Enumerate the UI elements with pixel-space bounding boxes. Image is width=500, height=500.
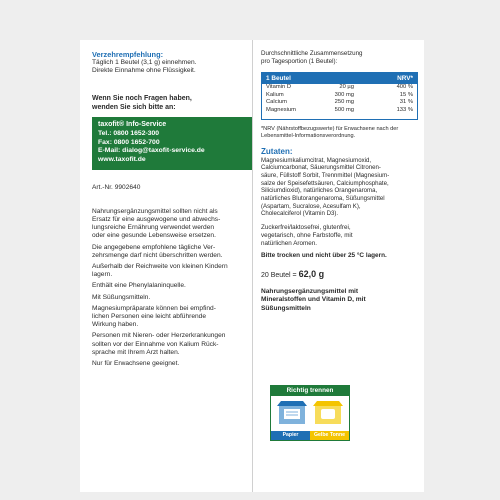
storage-note: Bitte trocken und nicht über 25 °C lagern. bbox=[261, 251, 387, 259]
dosage-text: Täglich 1 Beutel (3,1 g) einnehmen. Direkte Einnahme ohne Flüssigkeit. bbox=[92, 59, 197, 75]
note-3: Außerhalb der Reichweite von kleinen Kindern lagern. bbox=[92, 262, 228, 279]
product-description: Nahrungsergänzungsmittel mit Mineralstoffen und Vitamin D, mit Süßungsmitteln bbox=[261, 288, 366, 312]
free-from-text: Zuckerfrei/laktosefrei, glutenfrei, vegetarisch, ohne Farbstoffe, mit natürlichen Aromen. bbox=[261, 224, 353, 247]
table-row: Vitamin D 20 µg 400 % bbox=[266, 84, 413, 91]
dosage-title: Verzehrempfehlung: bbox=[92, 50, 164, 59]
contact-question: Wenn Sie noch Fragen haben, wenden Sie sich bitte an: bbox=[92, 95, 192, 111]
ingredients-list: Magnesiumkaliumcitrat, Magnesiumoxid, Calciumcarbonat, Säuerungsmittel Citronen- säure, Füllstoff Sorbit, Trennmittel (Magnesium- salze der Speisefettsäuren, Calciumphosphate, Siliciumdioxid), natürliches Orangenaroma, natürliches Blutorangenaroma, Süßungsmittel (Aspartam, Sucralose, Acesulfam K), Cholecalciferol (Vitamin D3). bbox=[261, 156, 390, 218]
service-email: E-Mail: dialog@taxofit-service.de bbox=[98, 147, 205, 155]
warnings bbox=[92, 208, 244, 368]
table-row: Kalium 300 mg 15 % bbox=[266, 91, 413, 98]
composition-intro: Durchschnittliche Zusammensetzung pro Tagesportion (1 Beutel): bbox=[261, 50, 363, 65]
nrv-footnote: *NRV (Nährstoffbezugswerte) für Erwachsene nach der Lebensmittel-Informationsverordnung. bbox=[261, 125, 399, 139]
left-panel bbox=[80, 40, 252, 492]
info-service-box bbox=[92, 117, 252, 170]
note-7: Personen mit Nieren- oder Herzerkrankungen sollten vor der Einnahme von Kalium Rück- sprache mit Ihrem Arzt halten. bbox=[92, 332, 226, 356]
service-tel: Tel.: 0800 1652-300 bbox=[98, 130, 160, 138]
note-1: Nahrungsergänzungsmittel sollten nicht als Ersatz für eine ausgewogene und abwechs- lungsreiche Ernährung verwendet werden oder eine gesunde Lebensweise ersetzen. bbox=[92, 207, 221, 240]
note-5: Mit Süßungsmitteln. bbox=[92, 293, 151, 301]
service-web: www.taxofit.de bbox=[98, 155, 146, 163]
nutrition-table-header: 1 Beutel NRV* bbox=[262, 73, 417, 85]
info-service-title: taxofit® Info-Service bbox=[98, 120, 167, 128]
article-number: Art.-Nr. 9902640 bbox=[92, 183, 141, 191]
service-fax: Fax: 0800 1652-700 bbox=[98, 138, 160, 146]
net-weight-value: 62,0 g bbox=[298, 269, 325, 280]
table-row: Calcium 250 mg 31 % bbox=[266, 99, 413, 106]
net-weight: 20 Beutel = 62,0 g bbox=[261, 269, 325, 280]
recycling-title: Richtig trennen bbox=[271, 386, 349, 396]
recycling-box bbox=[270, 385, 350, 441]
note-2: Die angegebene empfohlene tägliche Ver- zehrsmenge darf nicht überschritten werden. bbox=[92, 243, 223, 259]
recycling-yellow-label: Gelbe Tonne bbox=[310, 431, 349, 440]
nutrition-table bbox=[261, 72, 418, 120]
recycling-paper-label: Papier bbox=[271, 431, 310, 440]
note-4: Enthält eine Phenylalaninquelle. bbox=[92, 282, 186, 290]
note-8: Nur für Erwachsene geeignet. bbox=[92, 360, 180, 368]
table-row: Magnesium 500 mg 133 % bbox=[266, 106, 413, 113]
note-6: Magnesiumpräparate können bei empfind- lichen Personen eine leicht abführende Wirkung haben. bbox=[92, 304, 216, 329]
ingredients-title: Zutaten: bbox=[261, 146, 293, 156]
recycling-bins-icon bbox=[273, 398, 347, 426]
